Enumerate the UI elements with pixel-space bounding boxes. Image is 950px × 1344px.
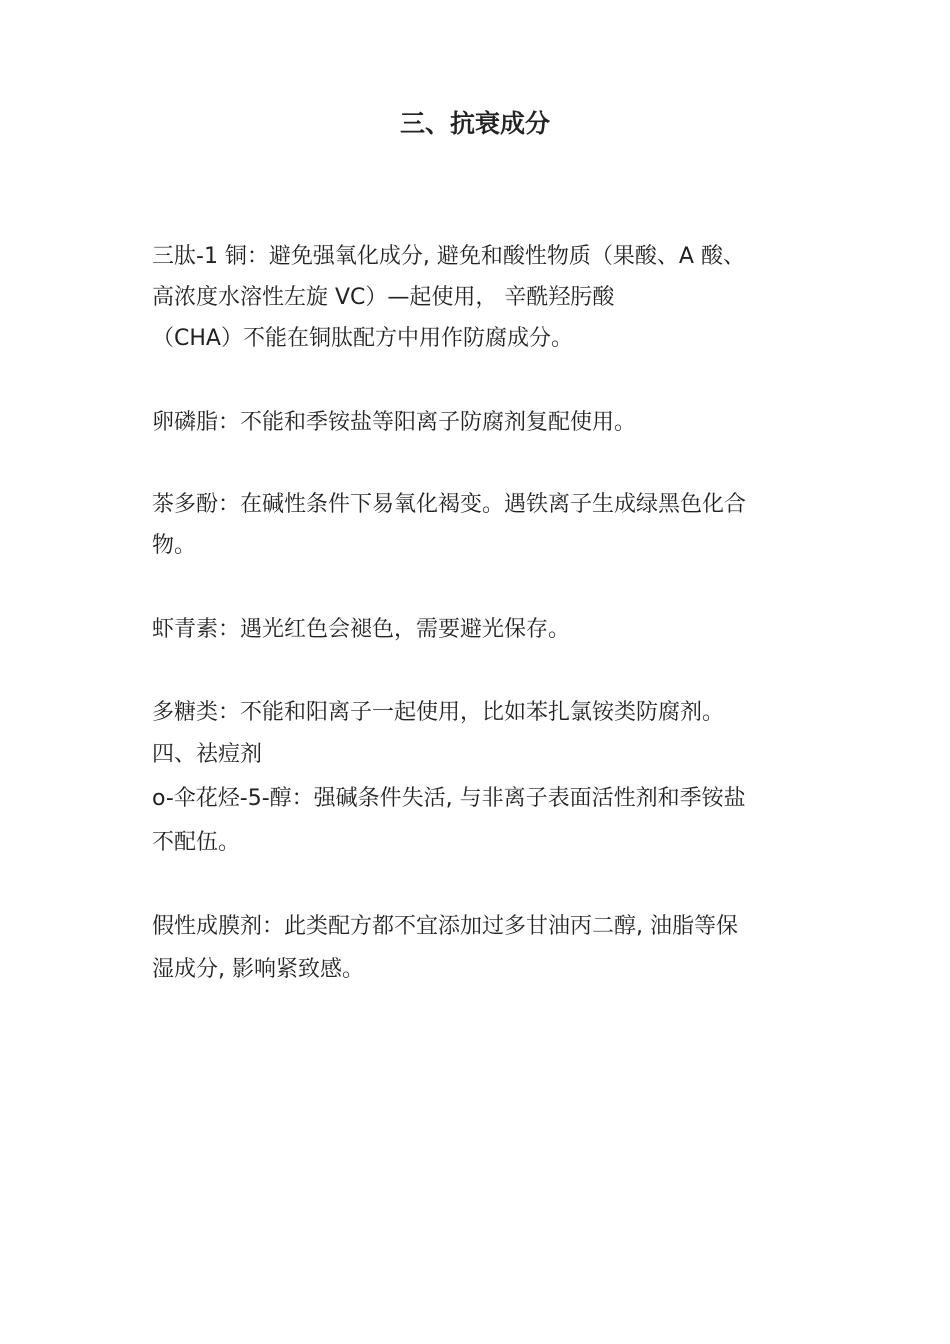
paragraph-line: 物。	[152, 533, 197, 558]
paragraph-line: 湿成分, 影响紧致感。	[152, 957, 364, 982]
paragraph-line: 虾青素：遇光红色会褪色，需要避光保存。	[152, 617, 571, 642]
paragraph-line: （CHA）不能在铜肽配方中用作防腐成分。	[152, 326, 573, 351]
paragraph-line: 三肽-1 铜：避免强氧化成分, 避免和酸性物质（果酸、A 酸、	[152, 244, 745, 269]
subheading: 四、祛痘剂	[152, 742, 263, 767]
paragraph-line: 茶多酚：在碱性条件下易氧化褐变。遇铁离子生成绿黑色化合	[152, 492, 747, 517]
paragraph-line: o-伞花烃-5-醇：强碱条件失活, 与非离子表面活性剂和季铵盐	[152, 786, 746, 811]
paragraph-line: 多糖类：不能和阳离子一起使用，比如苯扎氯铵类防腐剂。	[152, 700, 725, 725]
paragraph-line: 卵磷脂：不能和季铵盐等阳离子防腐剂复配使用。	[152, 410, 637, 435]
paragraph-line: 不配伍。	[152, 830, 241, 855]
section-title: 三、抗衰成分	[399, 109, 550, 138]
paragraph-line: 高浓度水溶性左旋 VC）—起使用， 辛酰羟肟酸	[152, 285, 615, 310]
paragraph-line: 假性成膜剂：此类配方都不宜添加过多甘油丙二醇, 油脂等保	[152, 914, 738, 939]
